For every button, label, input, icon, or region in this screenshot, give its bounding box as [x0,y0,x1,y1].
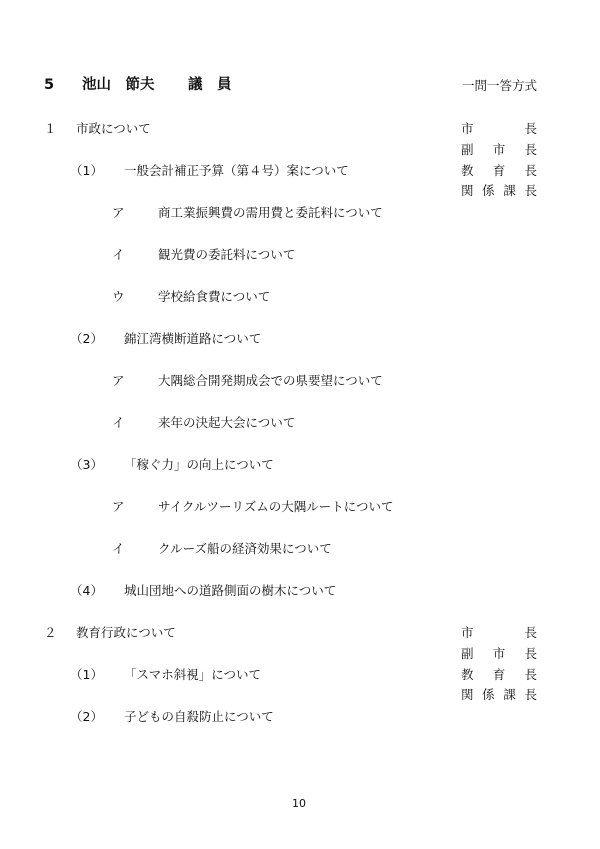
answerer-superintendent: 教育長 [461,162,537,178]
sub-item-mark: ア [112,499,125,514]
section-1-number: １ [44,121,57,136]
sub-item-text: 観光費の委託料について [158,247,296,262]
answerer-superintendent: 教育長 [461,666,537,682]
speaker-number: 5 [44,77,55,93]
sub-item-text: 来年の決起大会について [158,415,296,430]
item-1-3-title: 「稼ぐ力」の向上について [124,457,274,472]
answerer-section-chiefs: 関係課長 [461,687,537,703]
item-2-2-title: 子どもの自殺防止について [124,709,274,724]
question-format: 一問一答方式 [462,78,538,93]
section-1-title: 市政について [76,121,151,136]
section-1-answerers [461,123,537,206]
section-2-title: 教育行政について [76,625,176,640]
item-1-2-number: （2） [70,331,103,346]
sub-item-text: 大隅総合開発期成会での県要望について [158,373,383,388]
item-2-2-number: （2） [70,709,103,724]
item-1-1-number: （1） [70,163,103,178]
item-2-1-title: 「スマホ斜視」について [124,667,262,682]
sub-item-text: クルーズ船の経済効果について [158,541,332,556]
item-2-1-number: （1） [70,667,103,682]
sub-item-mark: イ [112,541,125,556]
speaker-role: 議 員 [188,77,232,93]
answerer-mayor: 市 長 [461,625,537,640]
sub-item-text: 学校給食費について [158,289,271,304]
item-1-2-title: 錦江湾横断道路について [124,331,262,346]
sub-item-text: 商工業振興費の需用費と委託料について [158,205,383,220]
sub-item-text: サイクルツーリズムの大隅ルートについて [158,499,394,514]
sub-item-mark: イ [112,247,125,262]
section-2-answerers [461,627,537,710]
answerer-mayor: 市 長 [461,121,537,136]
speaker-name: 池山 節夫 [82,77,155,93]
item-1-4-title: 城山団地への道路側面の樹木について [124,583,337,598]
item-1-3-number: （3） [70,457,103,472]
answerer-deputy-mayor: 副市長 [461,141,537,157]
section-2-number: ２ [44,625,57,640]
item-1-4-number: （4） [70,583,103,598]
item-1-1-title: 一般会計補正予算（第４号）案について [124,163,349,178]
sub-item-mark: ア [112,373,125,388]
answerer-section-chiefs: 関係課長 [461,183,537,199]
sub-item-mark: ウ [112,289,125,304]
page-number: 10 [292,797,306,810]
answerer-deputy-mayor: 副市長 [461,645,537,661]
sub-item-mark: ア [112,205,125,220]
sub-item-mark: イ [112,415,125,430]
